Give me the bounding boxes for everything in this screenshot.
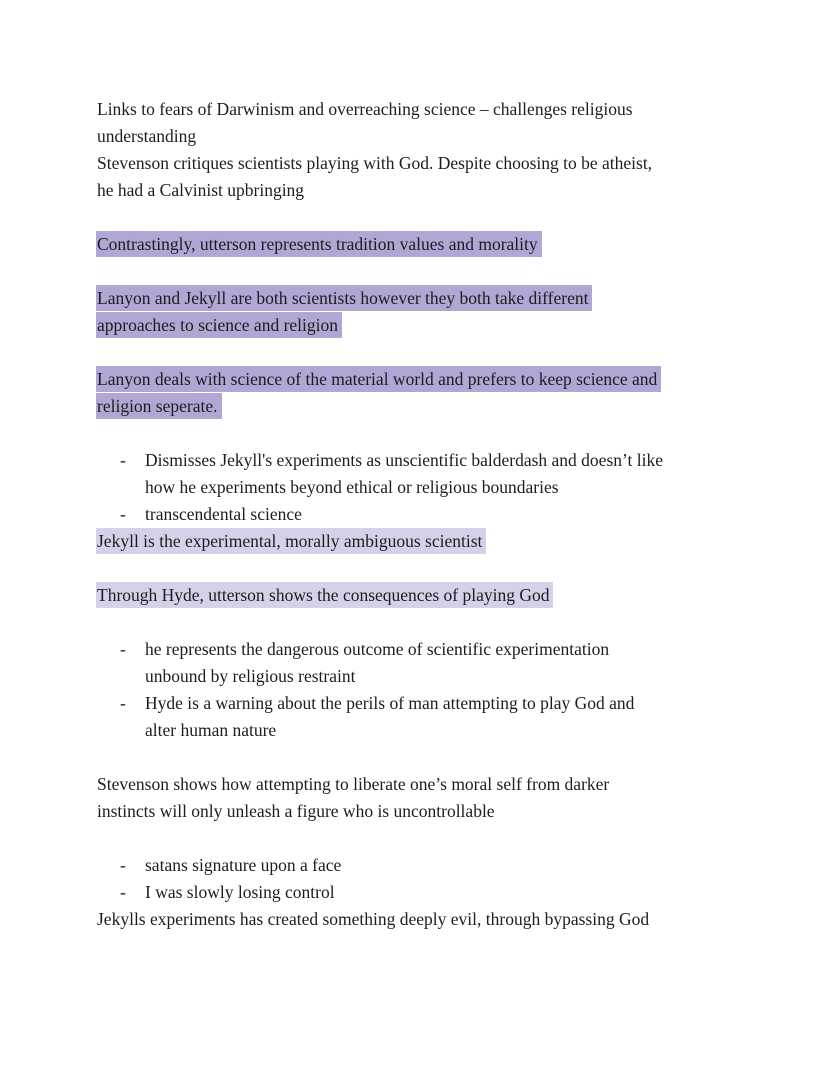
bullet-dash-marker: - [120,882,126,902]
bullet-item-line [97,447,731,474]
blank-line [97,555,731,582]
bullet-continuation-line: how he experiments beyond ethical or religious boundaries [145,477,559,497]
paragraph-line: he had a Calvinist upbringing [97,180,305,200]
bullet-item-text: satans signature upon a face [145,855,342,875]
bullet-item-line [97,852,731,879]
highlighted-line [97,285,731,312]
blank-line [97,825,731,852]
bullet-item-text: Hyde is a warning about the perils of man attempting to play God and [145,693,635,713]
blank-line [97,258,731,285]
highlight-mark: approaches to science and religion [96,312,342,338]
paragraph-line: Stevenson critiques scientists playing with God. Despite choosing to be atheist, [97,153,653,173]
bullet-dash-marker: - [120,450,126,470]
bullet-item-text: he represents the dangerous outcome of scientific experimentation [145,639,610,659]
blank-line [97,744,731,771]
paragraph-line: instincts will only unleash a figure who is uncontrollable [97,801,495,821]
bullet-item-line [97,879,731,906]
bullet-dash-marker: - [120,855,126,875]
bullet-dash-marker: - [120,504,126,524]
bullet-continuation-line: unbound by religious restraint [145,666,356,686]
bullet-item-line [97,690,731,717]
highlighted-line [97,366,731,393]
paragraph-line: Stevenson shows how attempting to liberate one’s moral self from darker [97,774,610,794]
paragraph-line: Jekylls experiments has created something deeply evil, through bypassing God [97,909,650,929]
blank-line [97,339,731,366]
paragraph-line: understanding [97,126,197,146]
highlight-mark: Through Hyde, utterson shows the consequences of playing God [96,582,553,608]
highlight-mark: Contrastingly, utterson represents tradition values and morality [96,231,542,257]
highlighted-line [97,582,731,609]
highlighted-line [97,528,731,555]
highlight-mark: Jekyll is the experimental, morally ambiguous scientist [96,528,486,554]
highlighted-line [97,231,731,258]
bullet-dash-marker: - [120,693,126,713]
blank-line [97,420,731,447]
bullet-dash-marker: - [120,639,126,659]
paragraph-line: Links to fears of Darwinism and overreaching science – challenges religious [97,99,633,119]
blank-line [97,204,731,231]
bullet-item-text: Dismisses Jekyll's experiments as unscientific balderdash and doesn’t like [145,450,664,470]
bullet-item-text: I was slowly losing control [145,882,335,902]
bullet-item-line [97,636,731,663]
highlighted-line [97,312,731,339]
bullet-item-line [97,501,731,528]
highlight-mark: religion seperate. [96,393,222,419]
highlighted-line [97,393,731,420]
highlight-mark: Lanyon deals with science of the material world and prefers to keep science and [96,366,661,392]
highlight-mark: Lanyon and Jekyll are both scientists however they both take different [96,285,592,311]
blank-line [97,609,731,636]
bullet-item-text: transcendental science [145,504,302,524]
bullet-continuation-line: alter human nature [145,720,277,740]
